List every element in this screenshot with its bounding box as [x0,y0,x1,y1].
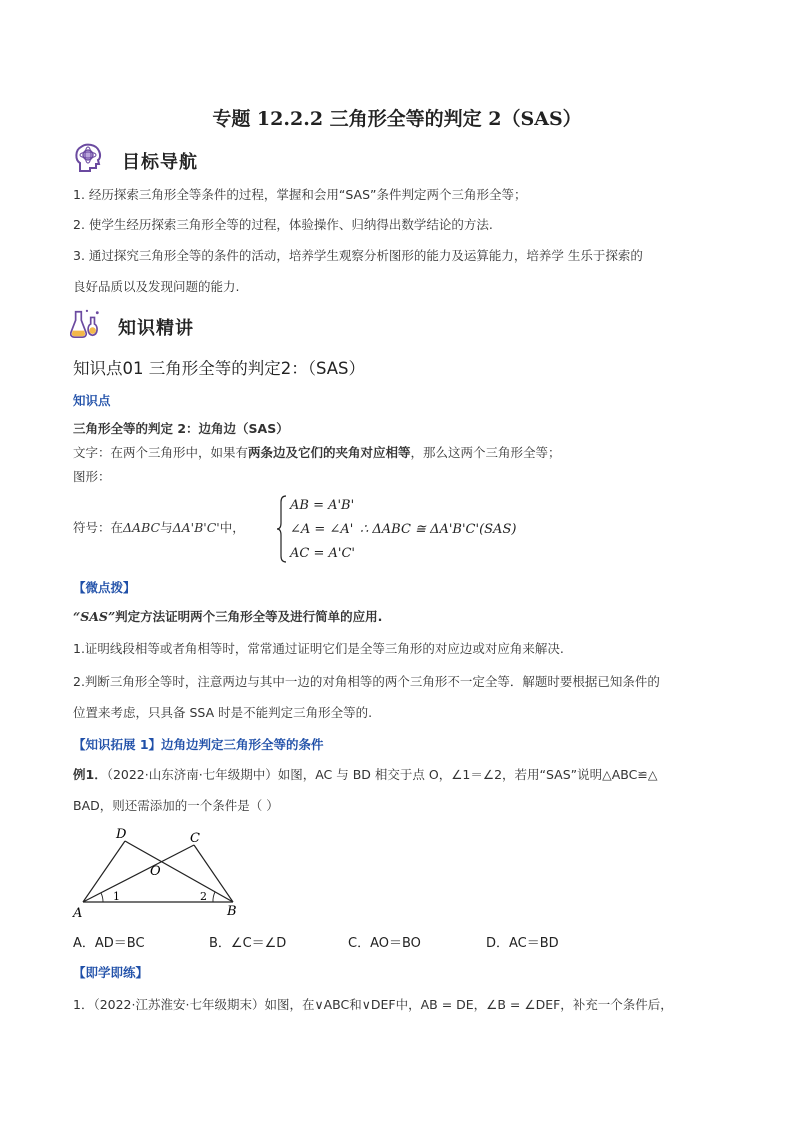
brain-icon [72,141,104,173]
tip-heading: 【微点拨】 [73,580,136,595]
option-b[interactable]: B．∠C＝∠D [209,936,287,951]
page-title: 专题 12.2.2 三角形全等的判定 2（SAS） [212,108,582,130]
system-row-3: AC = A'C' [290,546,355,561]
system-row-1: AB = A'B' [290,498,355,513]
system-row-2: ∠A = ∠A' [290,522,354,537]
goal-item-3-cont: 良好品质以及发现问题的能力. [73,279,240,294]
conclusion: ∴ ΔABC ≅ ΔA'B'C'(SAS) [360,522,517,537]
option-d[interactable]: D．AC＝BD [486,936,559,951]
extension-heading: 【知识拓展 1】边角边判定三角形全等的条件 [73,737,324,752]
example-label: 例1． [73,767,107,782]
tip-2: 2.判断三角形全等时，注意两边与其中一边的对角相等的两个三角形不一定全等．解题时要根据已知条件的 [73,674,660,689]
figure-label: 图形： [73,469,111,484]
tip-1: 1.证明线段相等或者角相等时，常常通过证明它们是全等三角形的对应边或对应角来解决. [73,641,564,656]
example-figure [70,826,250,922]
symbol-tri1: ΔABC [123,520,161,535]
goal-item-1: 1. 经历探索三角形全等条件的过程，掌握和会用“SAS”条件判定两个三角形全等； [73,187,527,202]
label-angle-2: 2 [200,890,207,903]
option-c[interactable]: C．AO＝BO [348,936,421,951]
tip-lead [73,607,382,627]
example-text: （2022·山东济南·七年级期中）如图，AC 与 BD 相交于点 O，∠1＝∠2，若用“SAS”说明△ABC≌△ [106,767,658,782]
label-O: O [150,864,161,879]
tip-lead-sas: “SAS” [73,609,116,624]
rule-text-tail: ，那么这两个三角形全等； [410,445,561,460]
example-line-2: BAD，则还需添加的一个条件是（ ） [73,798,279,813]
practice-1: 1．（2022·江苏淮安·七年级期末）如图，在∨ABC和∨DEF中，AB = DE，∠B = ∠DEF，补充一个条件后， [73,997,673,1012]
label-A: A [73,906,83,921]
tip-2-cont: 位置来考虑，只具备 SSA 时是不能判定三角形全等的. [73,705,373,720]
label-C: C [190,831,200,846]
flask-icon [70,308,102,340]
rule-text [73,443,561,463]
symbol-in: 中， [219,520,245,535]
label-B: B [227,904,237,919]
label-angle-1: 1 [113,890,120,903]
goal-item-2: 2. 使学生经历探索三角形全等的过程，体验操作、归纳得出数学结论的方法. [73,217,493,232]
rule-title: 三角形全等的判定 2：边角边（SAS） [73,421,289,436]
practice-heading: 【即学即练】 [73,965,149,980]
goal-item-3: 3. 通过探究三角形全等的条件的活动，培养学生观察分析图形的能力及运算能力，培养学 生乐于探索的 [73,248,643,263]
section-knowledge-heading: 知识精讲 [118,318,194,339]
rule-text-bold: 两条边及它们的夹角对应相等 [248,445,411,460]
angle-2-arc [213,892,215,902]
symbol-tri2: ΔA'B'C' [172,520,220,535]
system-brace [276,494,288,564]
example-line-1 [73,765,733,785]
rule-text-lead: 文字：在两个三角形中，如果有 [73,445,249,460]
angle-1-arc [101,893,103,902]
symbol-line [73,518,245,538]
section-goal-heading: 目标导航 [122,152,198,173]
symbol-label: 符号：在 [73,520,124,535]
option-a[interactable]: A．AD＝BC [73,936,145,951]
segment-AC [83,845,194,902]
symbol-and: 与 [160,520,173,535]
label-D: D [116,827,127,842]
knowledge-label: 知识点 [73,393,111,408]
tip-lead-text: 判定方法证明两个三角形全等及进行简单的应用. [115,609,383,624]
knowledge-point-title: 知识点01 三角形全等的判定2：（SAS） [73,359,366,378]
